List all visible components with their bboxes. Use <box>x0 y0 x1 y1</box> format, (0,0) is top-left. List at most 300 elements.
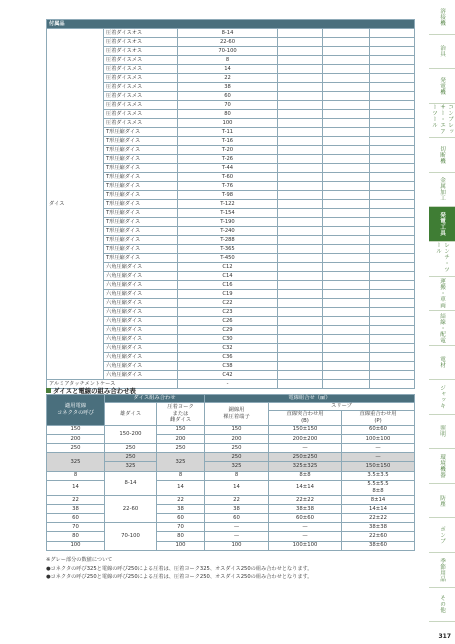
empty-cell <box>323 137 370 146</box>
combo-cell-b: 38±38 <box>269 504 342 513</box>
empty-cell <box>323 299 370 308</box>
accessory-size: C14 <box>178 272 278 281</box>
empty-cell <box>370 155 415 164</box>
empty-cell <box>323 317 370 326</box>
combo-cell-t: 14 <box>47 480 105 495</box>
accessory-size: T-288 <box>178 236 278 245</box>
empty-cell <box>278 164 323 173</box>
empty-cell <box>323 182 370 191</box>
accessories-header-row <box>47 20 415 29</box>
index-tab[interactable]: 照明 <box>429 415 455 450</box>
combo-cell-b: — <box>269 532 342 541</box>
empty-cell <box>278 65 323 74</box>
accessory-row <box>47 29 415 38</box>
empty-cell <box>370 218 415 227</box>
empty-cell <box>323 119 370 128</box>
accessory-name: 圧着ダイスオス <box>104 38 178 47</box>
accessory-size: C19 <box>178 290 278 299</box>
empty-cell <box>278 200 323 209</box>
accessory-name: 六角圧縮ダイス <box>104 353 178 362</box>
combo-cell-p: 250 <box>205 443 269 452</box>
accessory-name: 六角圧縮ダイス <box>104 299 178 308</box>
combo-cell-f: 80 <box>157 532 205 541</box>
index-tabs <box>429 0 455 622</box>
combo-cell-f: 150 <box>157 425 205 434</box>
accessory-name: T形圧縮ダイス <box>104 155 178 164</box>
accessory-size: 100 <box>178 119 278 128</box>
note-line: ※グレー部分の数値について <box>46 557 113 563</box>
accessory-size: 22-60 <box>178 38 278 47</box>
empty-cell <box>323 200 370 209</box>
empty-cell <box>278 155 323 164</box>
combo-cell-q: 60±60 <box>342 425 415 434</box>
combo-cell-f: 250 <box>157 443 205 452</box>
accessory-size: C16 <box>178 281 278 290</box>
index-tab[interactable]: レンチ・ツール <box>429 242 455 277</box>
empty-cell <box>278 101 323 110</box>
empty-cell <box>323 74 370 83</box>
combo-cell-t: 8 <box>47 471 105 480</box>
combo-cell-q: 150±150 <box>342 462 415 471</box>
index-tab[interactable]: 切断機 <box>429 138 455 173</box>
empty-cell <box>323 155 370 164</box>
accessory-name: 圧着ダイスオス <box>104 29 178 38</box>
accessory-size: T-154 <box>178 209 278 218</box>
col-pressure: 銅線用 裸圧着端子 <box>205 403 269 426</box>
index-tab[interactable]: 金属加工 <box>429 173 455 208</box>
combo-cell-b: 200±200 <box>269 434 342 443</box>
empty-cell <box>323 128 370 137</box>
accessory-size: T-11 <box>178 128 278 137</box>
accessory-name: T形圧縮ダイス <box>104 191 178 200</box>
empty-cell <box>323 326 370 335</box>
accessory-name: 六角圧縮ダイス <box>104 317 178 326</box>
empty-cell <box>370 56 415 65</box>
accessory-name: 圧着ダイスメス <box>104 119 178 128</box>
combo-cell-m: 250 <box>105 443 157 452</box>
empty-cell <box>278 353 323 362</box>
accessory-size: C36 <box>178 353 278 362</box>
accessory-name: 圧着ダイスメス <box>104 74 178 83</box>
empty-cell <box>323 371 370 380</box>
empty-cell <box>278 191 323 200</box>
combo-cell-f: 70 <box>157 523 205 532</box>
empty-cell <box>323 227 370 236</box>
empty-cell <box>278 326 323 335</box>
accessory-name: T形圧縮ダイス <box>104 173 178 182</box>
combo-row <box>47 453 415 462</box>
accessory-footer-size: - <box>178 380 278 389</box>
index-tab[interactable]: その他 <box>429 588 455 623</box>
combo-cell-m: 250 <box>105 453 157 462</box>
empty-cell <box>370 236 415 245</box>
accessory-size: C32 <box>178 344 278 353</box>
empty-cell <box>370 371 415 380</box>
empty-cell <box>278 119 323 128</box>
accessory-size: T-26 <box>178 155 278 164</box>
empty-cell <box>370 344 415 353</box>
empty-cell <box>370 47 415 56</box>
accessory-name: T形圧縮ダイス <box>104 182 178 191</box>
empty-cell <box>323 263 370 272</box>
accessory-name: T形圧縮ダイス <box>104 164 178 173</box>
accessory-name: 圧着ダイスメス <box>104 110 178 119</box>
index-tab[interactable]: 結線・配電 <box>429 311 455 346</box>
accessory-size: T-44 <box>178 164 278 173</box>
combo-cell-q: 38±60 <box>342 541 415 550</box>
accessory-size: T-20 <box>178 146 278 155</box>
empty-cell <box>278 272 323 281</box>
combo-cell-p: 325 <box>205 462 269 471</box>
accessory-size: T-365 <box>178 245 278 254</box>
empty-cell <box>323 353 370 362</box>
empty-cell <box>370 38 415 47</box>
empty-cell <box>323 173 370 182</box>
empty-cell <box>370 254 415 263</box>
accessory-size: C30 <box>178 335 278 344</box>
combo-row <box>47 514 415 523</box>
index-tab[interactable]: 溶接機 <box>429 0 455 35</box>
empty-cell <box>370 83 415 92</box>
combo-cell-t: 200 <box>47 434 105 443</box>
accessory-name: T形圧縮ダイス <box>104 245 178 254</box>
header-die: ダイス組み合わせ <box>105 395 205 403</box>
combo-row <box>47 443 415 452</box>
empty-cell <box>370 353 415 362</box>
combo-cell-p: 22 <box>205 495 269 504</box>
accessory-name: T形圧縮ダイス <box>104 200 178 209</box>
index-tab[interactable]: ジャッキ <box>429 380 455 415</box>
accessory-name: T形圧縮ダイス <box>104 254 178 263</box>
combo-cell-p: 100 <box>205 541 269 550</box>
index-tab[interactable]: ポンプ <box>429 518 455 553</box>
accessory-size: C12 <box>178 263 278 272</box>
empty-cell <box>370 74 415 83</box>
empty-cell <box>278 371 323 380</box>
combo-cell-p: 60 <box>205 514 269 523</box>
combo-cell-m: 8-14 <box>105 471 157 495</box>
empty-cell <box>323 290 370 299</box>
empty-cell <box>278 218 323 227</box>
empty-cell <box>370 362 415 371</box>
empty-cell <box>278 146 323 155</box>
accessory-group-label: ダイス <box>47 29 104 380</box>
accessory-size: C29 <box>178 326 278 335</box>
section-title-text: ダイスと電線の組み合わせ表 <box>53 387 136 395</box>
combo-cell-q: 5.5±5.5 8±8 <box>342 480 415 495</box>
combo-row <box>47 471 415 480</box>
combo-cell-f: 14 <box>157 480 205 495</box>
empty-cell <box>278 263 323 272</box>
combo-cell-q: — <box>342 453 415 462</box>
combo-cell-p: 38 <box>205 504 269 513</box>
accessory-size: 70-100 <box>178 47 278 56</box>
index-tab[interactable]: 運搬・車両 <box>429 277 455 312</box>
accessory-name: 六角圧縮ダイス <box>104 308 178 317</box>
combo-row <box>47 434 415 443</box>
accessory-name: T形圧縮ダイス <box>104 227 178 236</box>
accessory-name: 圧着ダイスメス <box>104 83 178 92</box>
empty-cell <box>278 74 323 83</box>
empty-cell <box>370 272 415 281</box>
combo-cell-q: 3.5±3.5 <box>342 471 415 480</box>
accessory-size: C38 <box>178 362 278 371</box>
empty-cell <box>323 344 370 353</box>
combo-cell-f: 100 <box>157 541 205 550</box>
accessory-size: T-98 <box>178 191 278 200</box>
empty-cell <box>370 200 415 209</box>
combo-cell-q: 8±14 <box>342 495 415 504</box>
empty-cell <box>370 92 415 101</box>
combo-cell-b: — <box>269 523 342 532</box>
accessory-name: 六角圧縮ダイス <box>104 362 178 371</box>
combo-cell-p: 200 <box>205 434 269 443</box>
combo-row <box>47 523 415 532</box>
index-tab[interactable]: 治具 <box>429 35 455 70</box>
accessory-size: T-60 <box>178 173 278 182</box>
combo-cell-b: 100±100 <box>269 541 342 550</box>
accessory-name: 六角圧縮ダイス <box>104 272 178 281</box>
empty-cell <box>278 299 323 308</box>
combo-row <box>47 504 415 513</box>
index-tab[interactable]: 環境機器 <box>429 449 455 484</box>
notes <box>46 556 312 582</box>
index-tab[interactable]: 防塵 <box>429 484 455 519</box>
empty-cell <box>370 380 415 389</box>
index-tab[interactable]: 季節用品 <box>429 553 455 588</box>
empty-cell <box>323 47 370 56</box>
combo-cell-p: — <box>205 532 269 541</box>
col-sleeve-b: 直線突合わせ用 (B) <box>269 410 342 425</box>
combo-row <box>47 541 415 550</box>
empty-cell <box>323 83 370 92</box>
empty-cell <box>323 362 370 371</box>
accessory-size: 8-14 <box>178 29 278 38</box>
accessory-name: T形圧縮ダイス <box>104 146 178 155</box>
combo-cell-f: 38 <box>157 504 205 513</box>
col-female: 圧着ヨーク または 雌ダイス <box>157 403 205 426</box>
empty-cell <box>370 164 415 173</box>
index-tab[interactable]: 発電工具 <box>429 207 455 242</box>
empty-cell <box>370 209 415 218</box>
empty-cell <box>278 92 323 101</box>
empty-cell <box>278 281 323 290</box>
accessory-name: 六角圧縮ダイス <box>104 326 178 335</box>
accessory-size: T-122 <box>178 200 278 209</box>
accessory-size: T-16 <box>178 137 278 146</box>
combo-cell-p: 250 <box>205 453 269 462</box>
empty-cell <box>278 173 323 182</box>
combination-table <box>46 394 415 551</box>
empty-cell <box>323 38 370 47</box>
accessory-size: T-76 <box>178 182 278 191</box>
note-line: ●コネクタの呼び250と電線の呼び250による圧着は、圧着ヨーク250、オスダイス250の組み合わせとなります。 <box>46 574 313 580</box>
accessory-name: 圧着ダイスメス <box>104 101 178 110</box>
empty-cell <box>278 137 323 146</box>
combo-cell-p: — <box>205 523 269 532</box>
empty-cell <box>278 362 323 371</box>
empty-cell <box>323 335 370 344</box>
combo-cell-p: 150 <box>205 425 269 434</box>
empty-cell <box>370 281 415 290</box>
empty-cell <box>278 380 323 389</box>
combo-cell-t: 70 <box>47 523 105 532</box>
col-male: 雄ダイス <box>105 403 157 426</box>
combo-cell-f: 60 <box>157 514 205 523</box>
accessory-size: 8 <box>178 56 278 65</box>
empty-cell <box>370 29 415 38</box>
empty-cell <box>323 254 370 263</box>
combo-cell-q: 14±14 <box>342 504 415 513</box>
page-number: 317 <box>438 633 451 640</box>
combo-cell-b: 250±250 <box>269 453 342 462</box>
combo-cell-q: 22±60 <box>342 532 415 541</box>
empty-cell <box>278 83 323 92</box>
combo-cell-m: 70-100 <box>105 523 157 551</box>
combo-row <box>47 532 415 541</box>
empty-cell <box>370 65 415 74</box>
empty-cell <box>370 308 415 317</box>
accessory-name: T形圧縮ダイス <box>104 218 178 227</box>
accessory-name: T形圧縮ダイス <box>104 209 178 218</box>
combo-cell-q: 22±22 <box>342 514 415 523</box>
empty-cell <box>278 227 323 236</box>
empty-cell <box>278 56 323 65</box>
accessory-name: 圧着ダイスメス <box>104 92 178 101</box>
square-bullet-icon <box>46 388 51 393</box>
combo-header-row-1 <box>47 395 415 403</box>
empty-cell <box>370 326 415 335</box>
accessory-name: 六角圧縮ダイス <box>104 344 178 353</box>
accessory-size: C42 <box>178 371 278 380</box>
index-tab[interactable]: コンプレッサー・エアーツール <box>429 104 455 139</box>
accessory-name: 圧着ダイスメス <box>104 65 178 74</box>
empty-cell <box>370 146 415 155</box>
empty-cell <box>370 299 415 308</box>
empty-cell <box>323 281 370 290</box>
combo-cell-t: 38 <box>47 504 105 513</box>
empty-cell <box>323 101 370 110</box>
combo-cell-m: 150-200 <box>105 425 157 443</box>
index-tab[interactable]: 電材 <box>429 346 455 381</box>
combo-cell-q: — <box>342 443 415 452</box>
empty-cell <box>278 47 323 56</box>
combo-cell-t: 325 <box>47 453 105 471</box>
empty-cell <box>278 290 323 299</box>
empty-cell <box>370 182 415 191</box>
empty-cell <box>370 317 415 326</box>
empty-cell <box>278 38 323 47</box>
empty-cell <box>278 245 323 254</box>
accessory-size: T-450 <box>178 254 278 263</box>
col-sleeve-p: 直線重合わせ用 (P) <box>342 410 415 425</box>
accessory-name: T形圧縮ダイス <box>104 137 178 146</box>
empty-cell <box>278 317 323 326</box>
combo-row <box>47 495 415 504</box>
accessory-size: 70 <box>178 101 278 110</box>
combo-cell-f: 22 <box>157 495 205 504</box>
empty-cell <box>323 110 370 119</box>
accessory-name: T形圧縮ダイス <box>104 128 178 137</box>
empty-cell <box>323 56 370 65</box>
combo-cell-t: 60 <box>47 514 105 523</box>
accessory-size: C23 <box>178 308 278 317</box>
combo-cell-p: 14 <box>205 480 269 495</box>
accessory-size: C26 <box>178 317 278 326</box>
combo-cell-t: 22 <box>47 495 105 504</box>
combo-cell-b: 22±22 <box>269 495 342 504</box>
accessory-size: T-240 <box>178 227 278 236</box>
accessories-table <box>46 19 415 389</box>
empty-cell <box>370 263 415 272</box>
empty-cell <box>323 146 370 155</box>
combo-row <box>47 425 415 434</box>
combo-cell-t: 100 <box>47 541 105 550</box>
empty-cell <box>278 182 323 191</box>
empty-cell <box>323 191 370 200</box>
accessory-size: 60 <box>178 92 278 101</box>
combo-cell-b: 60±60 <box>269 514 342 523</box>
empty-cell <box>278 344 323 353</box>
empty-cell <box>370 101 415 110</box>
empty-cell <box>370 335 415 344</box>
combo-cell-b: — <box>269 443 342 452</box>
combo-row <box>47 480 415 495</box>
combo-cell-q: 100±100 <box>342 434 415 443</box>
combo-cell-q: 38±38 <box>342 523 415 532</box>
empty-cell <box>278 209 323 218</box>
combo-cell-t: 80 <box>47 532 105 541</box>
accessory-name: 六角圧縮ダイス <box>104 335 178 344</box>
empty-cell <box>323 209 370 218</box>
combo-cell-p: 8 <box>205 471 269 480</box>
combo-cell-f: 325 <box>157 453 205 471</box>
accessory-name: 六角圧縮ダイス <box>104 371 178 380</box>
empty-cell <box>278 110 323 119</box>
combo-cell-m: 22-60 <box>105 495 157 523</box>
empty-cell <box>370 173 415 182</box>
accessory-name: 圧着ダイスメス <box>104 56 178 65</box>
empty-cell <box>370 245 415 254</box>
header-wire: 電線組合せ（㎟） <box>205 395 415 403</box>
note-line: ●コネクタの呼び325と電線の呼び250による圧着は、圧着ヨーク325、オスダイス250の組み合わせとなります。 <box>46 565 313 572</box>
empty-cell <box>323 218 370 227</box>
combo-cell-b: 8±8 <box>269 471 342 480</box>
empty-cell <box>370 110 415 119</box>
combo-cell-b: 325±325 <box>269 462 342 471</box>
empty-cell <box>323 29 370 38</box>
empty-cell <box>323 308 370 317</box>
accessory-size: 38 <box>178 83 278 92</box>
col-sleeve: スリーブ <box>269 403 415 411</box>
empty-cell <box>323 92 370 101</box>
empty-cell <box>278 254 323 263</box>
empty-cell <box>278 308 323 317</box>
index-tab[interactable]: 発電機 <box>429 69 455 104</box>
accessories-header: 付属品 <box>47 20 415 29</box>
empty-cell <box>370 137 415 146</box>
accessory-size: 22 <box>178 74 278 83</box>
empty-cell <box>278 128 323 137</box>
empty-cell <box>370 119 415 128</box>
combo-cell-b: 14±14 <box>269 480 342 495</box>
combo-cell-b: 150±150 <box>269 425 342 434</box>
empty-cell <box>278 29 323 38</box>
combo-cell-f: 200 <box>157 434 205 443</box>
accessory-name: 圧着ダイスオス <box>104 47 178 56</box>
empty-cell <box>323 245 370 254</box>
combo-cell-t: 250 <box>47 443 105 452</box>
